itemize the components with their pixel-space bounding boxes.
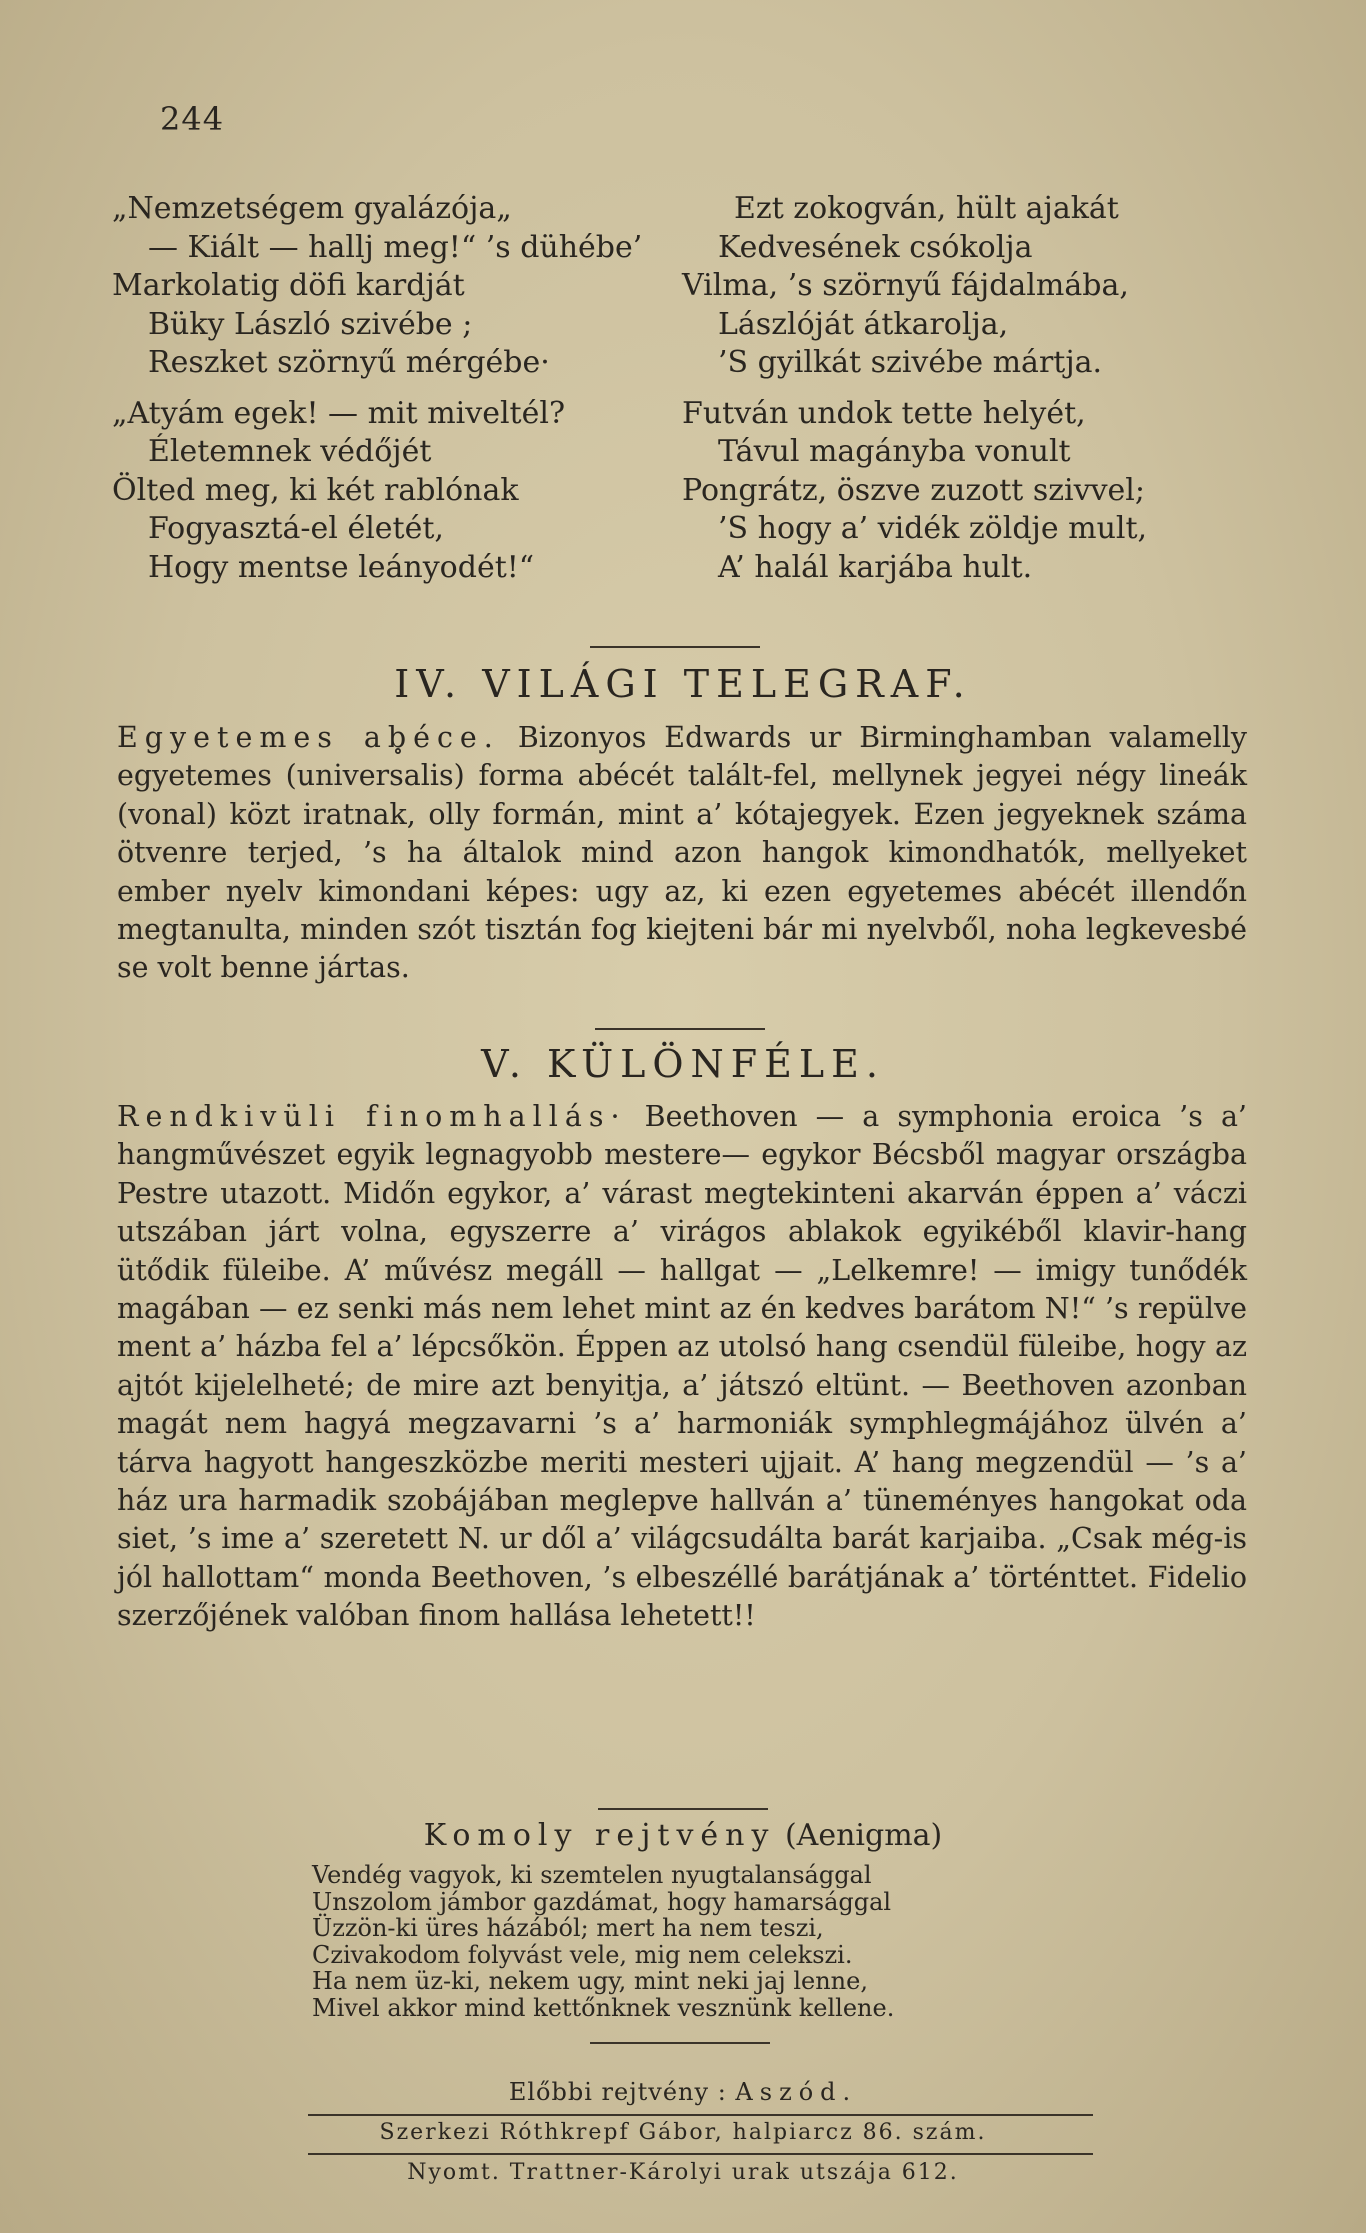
poem-stanza <box>112 190 672 383</box>
riddle-line: Unszolom jámbor gazdámat, hogy hamarsággal <box>312 1887 892 1916</box>
poem-line: Fogyasztá-el életét, <box>148 511 444 546</box>
footer-rule-middle <box>308 2153 1093 2155</box>
poem-line: Pongrátz, öszve zuzott szivvel; <box>682 472 1146 508</box>
poem-line: Ezt zokogván, hült ajakát <box>734 191 1119 226</box>
poem-line: Hogy mentse leányodét!“ <box>148 549 535 585</box>
section-iv-body <box>117 719 1247 988</box>
poem-line: „Atyám egek! — mit miveltél? <box>112 395 566 431</box>
poem-line: Futván undok tette helyét, <box>682 395 1086 431</box>
section-divider <box>590 646 760 648</box>
poem-line: Reszket szörnyű mérgébe· <box>148 345 550 380</box>
poem-line: ’S hogy a’ vidék zöldje mult, <box>718 511 1148 546</box>
previous-riddle-value: Aszód. <box>735 2078 858 2106</box>
poem-stanza <box>682 395 1242 588</box>
previous-riddle-answer <box>0 2078 1366 2106</box>
section-divider <box>590 2042 770 2044</box>
riddle-title-sub: (Aenigma) <box>784 1818 943 1853</box>
section-heading-iv: IV. VILÁGI TELEGRAF. <box>394 662 972 706</box>
section-v-text: Beethoven — a symphonia eroica ’s a’ hangművészet egyik legnagyobb mestere— egykor Bécsből magyar országba Pestre utazott. Midőn egykor, a’ várast megtekinteni akarván éppen a’ váczi utszában járt volna, egyszerre a’ virágos ablakok egyikéből klavir-hang ütődik füleibe. A’ művész megáll — hallgat — „Lelkemre! — imigy tunődék magában — ez senki más nem lehet mint az én kedves barátom N!“ ’s repülve ment a’ házba fel a’ lépcsőkön. Éppen az utolsó hang csendül füleibe, hogy az ajtót kijelelheté; de mire azt benyitja, a’ játszó eltünt. — Beethoven azonban magát nem hagyá megzavarni ’s a’ harmoniák symphlegmájához ülvén a’ tárva hagyott hangeszközbe meriti mesteri ujjait. A’ hang megzendül — ’s a’ ház ura harmadik szobájában meglepve hallván a’ tüneményes hangokat oda siet, ’s ime a’ szeretett N. ur dől a’ világcsudálta barát karjaiba. „Csak még-is jól hallottam“ monda Beethoven, ’s elbeszéllé barátjának a’ történttet. Fidelio szerzőjének valóban finom hallása lehetett!! <box>117 1100 1247 1633</box>
poem-left-column <box>112 190 672 587</box>
section-divider <box>598 1808 768 1810</box>
poem-stanza <box>112 395 672 588</box>
poem-line: Vilma, ’s szörnyű fájdalmába, <box>682 268 1129 303</box>
section-iv-lead: Egyetemes ab̥éce. <box>117 721 500 754</box>
section-v-body <box>117 1098 1247 1636</box>
section-heading-v: V. KÜLÖNFÉLE. <box>481 1042 885 1086</box>
poem-line: — Kiált — hallj meg!“ ’s dühébe’ <box>148 229 643 265</box>
riddle-title <box>0 1818 1366 1853</box>
footer-editor: Szerkezi Róthkrepf Gábor, halpiarcz 86. szám. <box>379 2120 987 2145</box>
riddle-line: Czivakodom folyvást vele, mig nem celekszi. <box>312 1940 853 1969</box>
poem-line: ’S gyilkát szivébe mártja. <box>718 345 1103 380</box>
riddle-title-main: Komoly rejtvény <box>423 1818 776 1853</box>
footer-rule-top <box>308 2114 1093 2116</box>
riddle-line: Üzzön-ki üres házából; mert ha nem teszi, <box>312 1914 824 1942</box>
poem-line: Távul magányba vonult <box>718 434 1071 469</box>
riddle-line: Vendég vagyok, ki szemtelen nyugtalansággal <box>312 1861 872 1889</box>
section-divider <box>595 1028 765 1030</box>
footer-printer: Nyomt. Trattner-Károlyi urak utszája 612. <box>407 2160 959 2185</box>
poem-right-column <box>682 190 1242 587</box>
riddle-line: Mivel akkor mind kettőnknek vesznünk kellene. <box>312 1993 895 2022</box>
section-iv-text: Bizonyos Edwards ur Birminghamban valamelly egyetemes (universalis) forma abécét talált-fel, mellynek jegyei négy lineák (vonal) közt iratnak, olly formán, mint a’ kótajegyek. Ezen jegyeknek száma ötvenre terjed, ’s ha általok mind azon hangok kimondhatók, mellyeket ember nyelv kimondani képes: ugy az, ki ezen egyetemes abécét illendőn megtanulta, minden szót tisztán fog kiejteni bár mi nyelvből, noha legkevesbé se volt benne jártas. <box>117 721 1248 985</box>
poem-line: A’ halál karjába hult. <box>718 549 1033 585</box>
poem-line: Büky László szivébe ; <box>148 306 473 342</box>
poem-line: Kedvesének csókolja <box>718 229 1033 265</box>
poem-line: Ölted meg, ki két rablónak <box>112 472 519 508</box>
poem-line: Életemnek védőjét <box>148 434 432 469</box>
riddle-verse <box>312 1862 1072 2021</box>
previous-riddle-label: Előbbi rejtvény : <box>508 2078 727 2106</box>
section-v-lead: Rendkivüli finomhallás· <box>117 1100 627 1133</box>
riddle-line: Ha nem üz-ki, nekem ugy, mint neki jaj lenne, <box>312 1967 868 1995</box>
poem-line: Lászlóját átkarolja, <box>718 306 1009 342</box>
page-number: 244 <box>160 100 225 138</box>
poem-line: Markolatig döfi kardját <box>112 268 465 303</box>
poem-line: „Nemzetségem gyalázója„ <box>112 191 512 226</box>
poem-stanza <box>682 190 1242 383</box>
